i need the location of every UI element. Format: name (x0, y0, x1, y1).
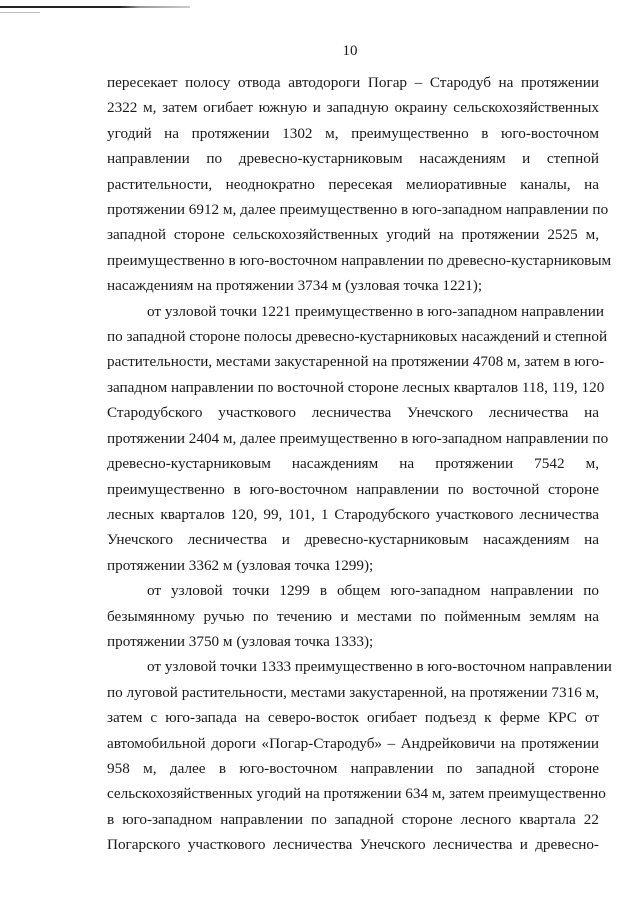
text-line: западном направлении по восточной стороне лесных кварталов 118, 119, 120 (107, 378, 605, 396)
text-line: затем с юго-запада на северо-восток огибает подъезд к ферме КРС от (107, 709, 599, 727)
text-line: протяжении 2404 м, далее преимущественно в юго-западном направлении по (107, 429, 609, 447)
text-line: растительности, местами закустаренной на протяжении 4708 м, затем в юго- (107, 353, 605, 371)
text-line: насаждениям на протяжении 3734 м (узловая точка 1221); (107, 277, 483, 295)
scan-edge-mark (0, 6, 190, 8)
page-number: 10 (342, 43, 358, 59)
text-line: в юго-западном направлении по западной стороне лесного квартала 22 (107, 810, 599, 828)
text-line: по западной стороне полосы древесно-кустарниковых насаждений и степной (107, 328, 608, 346)
text-line: протяжении 3362 м (узловая точка 1299); (107, 556, 374, 574)
text-line: протяжении 3750 м (узловая точка 1333); (107, 632, 374, 650)
text-line: Унечского лесничества и древесно-кустарниковым насаждениям на (107, 531, 599, 549)
text-line: сельскохозяйственных угодий на протяжении 634 м, затем преимущественно (107, 785, 606, 803)
text-line: западной стороне сельскохозяйственных угодий на протяжении 2525 м, (107, 226, 599, 244)
text-line: от узловой точки 1299 в общем юго-западном направлении по (147, 582, 599, 600)
paragraph (107, 299, 609, 578)
scan-edge-mark-secondary (0, 12, 40, 13)
text-line: от узловой точки 1221 преимущественно в юго-западном направлении (147, 302, 604, 320)
text-line: пересекает полосу отвода автодороги Погар – Стародуб на протяжении (107, 74, 599, 91)
text-line: Погарского участкового лесничества Унечского лесничества и древесно- (107, 836, 599, 854)
text-line: автомобильной дороги «Погар-Стародуб» – Андрейковичи на протяжении (107, 734, 599, 752)
text-line: протяжении 6912 м, далее преимущественно в юго-западном направлении по (107, 201, 609, 219)
text-line: древесно-кустарниковым насаждениям на протяжении 7542 м, (107, 455, 599, 473)
text-line: преимущественно в юго-восточном направлении по древесно-кустарниковым (107, 251, 612, 269)
text-line: лесных кварталов 120, 99, 101, 1 Стародубского участкового лесничества (107, 505, 599, 523)
text-line: безымянному ручью по течению и местами по пойменным землям на (107, 607, 599, 625)
text-line: Стародубского участкового лесничества Унечского лесничества на (107, 404, 599, 422)
document-body (107, 70, 612, 858)
text-line: преимущественно в юго-восточном направлении по восточной стороне (107, 480, 599, 498)
paragraph (107, 70, 612, 299)
paragraph (107, 578, 599, 654)
text-line: угодий на протяжении 1302 м, преимущественно в юго-восточном (107, 124, 599, 142)
text-line: 2322 м, затем огибает южную и западную окраину сельскохозяйственных (107, 99, 599, 117)
text-line: направлении по древесно-кустарниковым насаждениям и степной (107, 150, 599, 168)
paragraph (107, 654, 612, 857)
text-line: по луговой растительности, местами закустаренной, на протяжении 7316 м, (107, 683, 599, 701)
text-line: 958 м, далее в юго-восточном направлении по западной стороне (107, 759, 599, 777)
text-line: растительности, неоднократно пересекая мелиоративные каналы, на (107, 175, 599, 193)
text-line: от узловой точки 1333 преимущественно в юго-восточном направлении (147, 658, 612, 676)
